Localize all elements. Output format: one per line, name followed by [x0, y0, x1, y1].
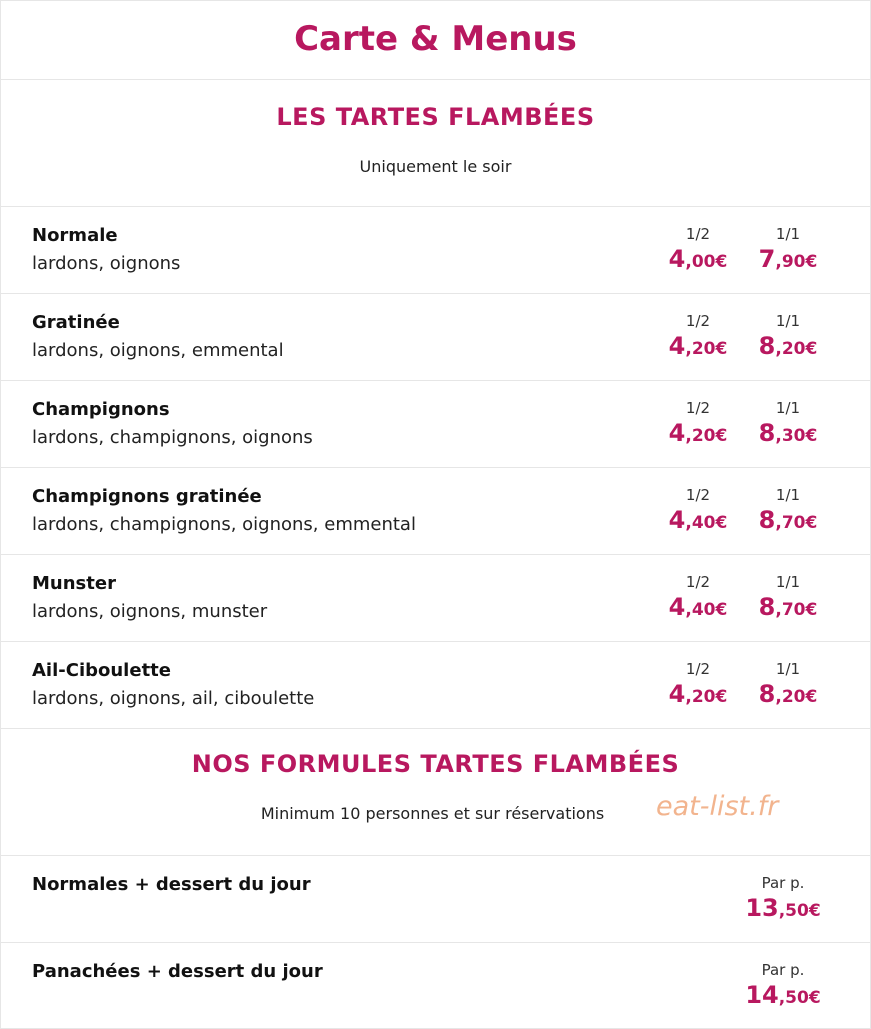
item-description: lardons, champignons, oignons — [32, 427, 313, 448]
price-int: 7 — [758, 245, 776, 273]
price-half — [653, 486, 743, 534]
item-name: Normale — [32, 225, 118, 246]
price-dec: ,20€ — [685, 687, 728, 707]
price-half-value — [653, 245, 743, 273]
item-description: lardons, oignons, munster — [32, 601, 268, 622]
item-description: lardons, oignons, ail, ciboulette — [32, 688, 315, 709]
price-half-value — [653, 680, 743, 708]
section-subtitle-formules: Minimum 10 personnes et sur réservations — [260, 804, 605, 823]
price-int: 4 — [668, 506, 686, 534]
price-dec: ,90€ — [775, 252, 818, 272]
price-full-label: 1/1 — [775, 399, 801, 417]
price-half — [653, 660, 743, 708]
price-full — [743, 486, 833, 534]
section-title-tartes: LES TARTES FLAMBÉES — [276, 103, 595, 131]
price-dec: ,00€ — [685, 252, 728, 272]
price-full-value — [743, 506, 833, 534]
section-subtitle-tartes: Uniquement le soir — [359, 157, 512, 176]
price-full-label: 1/1 — [775, 660, 801, 678]
price-full — [743, 225, 833, 273]
formula-name: Panachées + dessert du jour — [32, 961, 323, 982]
price-full-label: 1/1 — [775, 312, 801, 330]
price-half-label: 1/2 — [685, 225, 711, 243]
price-half-value — [653, 332, 743, 360]
price-half — [653, 573, 743, 621]
item-description: lardons, oignons, emmental — [32, 340, 284, 361]
menu-item — [1, 294, 870, 381]
menu-item — [1, 207, 870, 294]
price-half-label: 1/2 — [685, 399, 711, 417]
price-full-value — [743, 593, 833, 621]
price-int: 8 — [758, 680, 776, 708]
price-per-person — [733, 874, 833, 922]
item-name: Munster — [32, 573, 116, 594]
price-half-label: 1/2 — [685, 486, 711, 504]
menu-item — [1, 381, 870, 468]
price-per-person-value — [733, 981, 833, 1009]
price-dec: ,20€ — [685, 339, 728, 359]
price-full — [743, 573, 833, 621]
item-name: Champignons gratinée — [32, 486, 262, 507]
price-int: 4 — [668, 593, 686, 621]
formules-list — [1, 856, 870, 1029]
price-per-person-value — [733, 894, 833, 922]
price-half-value — [653, 593, 743, 621]
item-name: Champignons — [32, 399, 170, 420]
price-int: 4 — [668, 332, 686, 360]
page-title: Carte & Menus — [294, 19, 577, 59]
title-block — [1, 1, 870, 80]
price-int: 4 — [668, 419, 686, 447]
price-full — [743, 312, 833, 360]
price-full — [743, 399, 833, 447]
price-dec: ,50€ — [778, 988, 821, 1008]
price-full-value — [743, 332, 833, 360]
section-formules-header — [1, 729, 870, 856]
price-dec: ,40€ — [685, 513, 728, 533]
price-int: 8 — [758, 593, 776, 621]
price-half-label: 1/2 — [685, 573, 711, 591]
menu-item — [1, 642, 870, 729]
price-full — [743, 660, 833, 708]
section-title-formules: NOS FORMULES TARTES FLAMBÉES — [191, 750, 680, 778]
price-int: 13 — [745, 894, 779, 922]
price-full-label: 1/1 — [775, 573, 801, 591]
item-description: lardons, oignons — [32, 253, 181, 274]
price-half — [653, 312, 743, 360]
price-int: 8 — [758, 419, 776, 447]
formula-name: Normales + dessert du jour — [32, 874, 311, 895]
price-dec: ,20€ — [775, 687, 818, 707]
price-full-label: 1/1 — [775, 225, 801, 243]
price-half-value — [653, 506, 743, 534]
price-dec: ,50€ — [778, 901, 821, 921]
item-name: Ail-Ciboulette — [32, 660, 171, 681]
price-per-person-label: Par p. — [761, 874, 805, 892]
item-name: Gratinée — [32, 312, 120, 333]
price-dec: ,20€ — [775, 339, 818, 359]
price-dec: ,40€ — [685, 600, 728, 620]
price-full-label: 1/1 — [775, 486, 801, 504]
price-half-label: 1/2 — [685, 660, 711, 678]
menu-item — [1, 555, 870, 642]
price-full-value — [743, 245, 833, 273]
price-half-value — [653, 419, 743, 447]
price-per-person-label: Par p. — [761, 961, 805, 979]
price-dec: ,70€ — [775, 513, 818, 533]
price-dec: ,70€ — [775, 600, 818, 620]
price-dec: ,30€ — [775, 426, 818, 446]
tartes-list — [1, 207, 870, 729]
price-half — [653, 225, 743, 273]
price-full-value — [743, 419, 833, 447]
price-half — [653, 399, 743, 447]
price-half-label: 1/2 — [685, 312, 711, 330]
item-description: lardons, champignons, oignons, emmental — [32, 514, 416, 535]
price-int: 4 — [668, 245, 686, 273]
menu-item — [1, 468, 870, 555]
price-dec: ,20€ — [685, 426, 728, 446]
price-per-person — [733, 961, 833, 1009]
price-int: 8 — [758, 332, 776, 360]
price-int: 14 — [745, 981, 779, 1009]
section-tartes-header — [1, 80, 870, 207]
price-int: 8 — [758, 506, 776, 534]
formula-item — [1, 856, 870, 943]
formula-item — [1, 943, 870, 1029]
watermark: eat-list.fr — [656, 791, 779, 822]
price-full-value — [743, 680, 833, 708]
price-int: 4 — [668, 680, 686, 708]
